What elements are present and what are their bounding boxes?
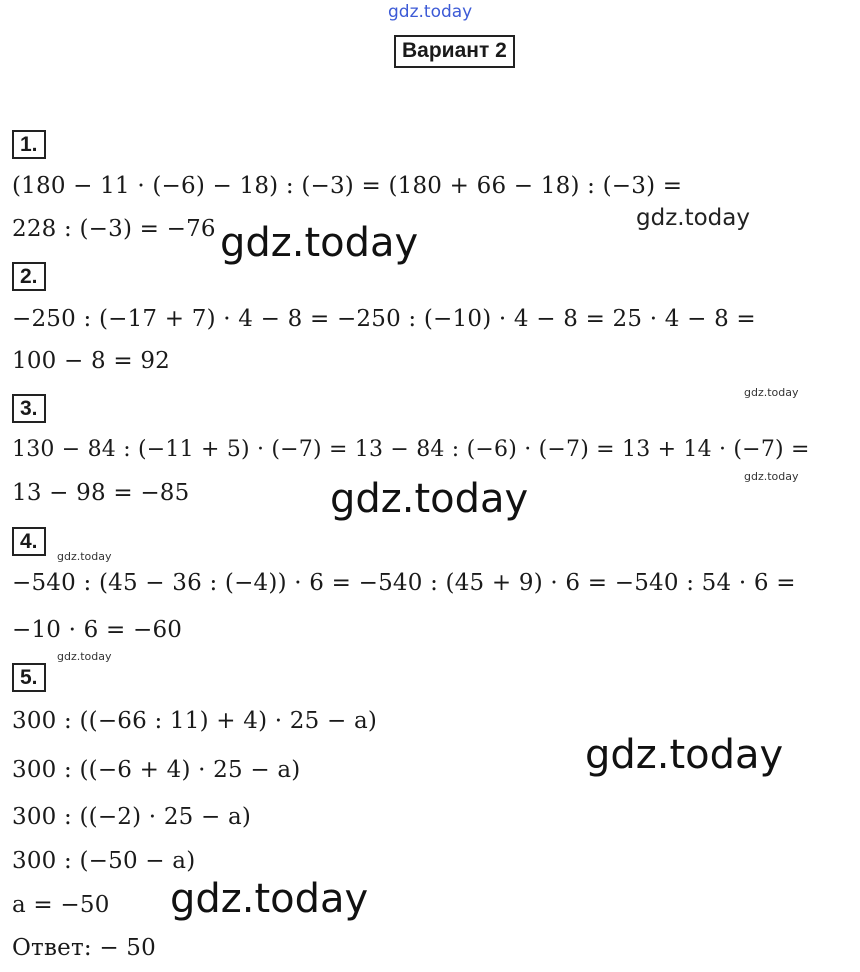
task-5-answer: Ответ: − 50 [12,935,156,961]
task-5-line-2: 300 : ((−6 + 4) · 25 − a) [12,757,301,783]
watermark-top: gdz.today [388,2,473,22]
task-5-line-5: a = −50 [12,892,110,918]
task-3-line-2: 13 − 98 = −85 [12,480,190,506]
watermark: gdz.today [57,550,112,563]
watermark: gdz.today [744,386,799,399]
task-5-line-3: 300 : ((−2) · 25 − a) [12,804,252,830]
variant-title: Вариант 2 [394,35,515,68]
task-1-line-1: (180 − 11 · (−6) − 18) : (−3) = (180 + 66 − 18) : (−3) = [12,173,683,199]
task-3-line-1: 130 − 84 : (−11 + 5) · (−7) = 13 − 84 : (−6) · (−7) = 13 + 14 · (−7) = [12,437,810,462]
watermark: gdz.today [330,476,529,522]
task-1-line-2: 228 : (−3) = −76 [12,216,216,242]
watermark: gdz.today [170,876,369,922]
watermark: gdz.today [636,205,750,231]
watermark: gdz.today [585,732,784,778]
task-4-line-1: −540 : (45 − 36 : (−4)) · 6 = −540 : (45 + 9) · 6 = −540 : 54 · 6 = [12,570,796,596]
task-number-2: 2. [12,262,46,291]
watermark: gdz.today [220,220,419,266]
task-5-line-1: 300 : ((−66 : 11) + 4) · 25 − a) [12,708,378,734]
task-5-line-4: 300 : (−50 − a) [12,848,196,874]
task-2-line-1: −250 : (−17 + 7) · 4 − 8 = −250 : (−10) · 4 − 8 = 25 · 4 − 8 = [12,306,756,332]
task-number-3: 3. [12,394,46,423]
task-number-4: 4. [12,527,46,556]
task-number-1: 1. [12,130,46,159]
task-2-line-2: 100 − 8 = 92 [12,348,170,374]
watermark: gdz.today [57,650,112,663]
task-number-5: 5. [12,663,46,692]
task-4-line-2: −10 · 6 = −60 [12,617,183,643]
watermark: gdz.today [744,470,799,483]
